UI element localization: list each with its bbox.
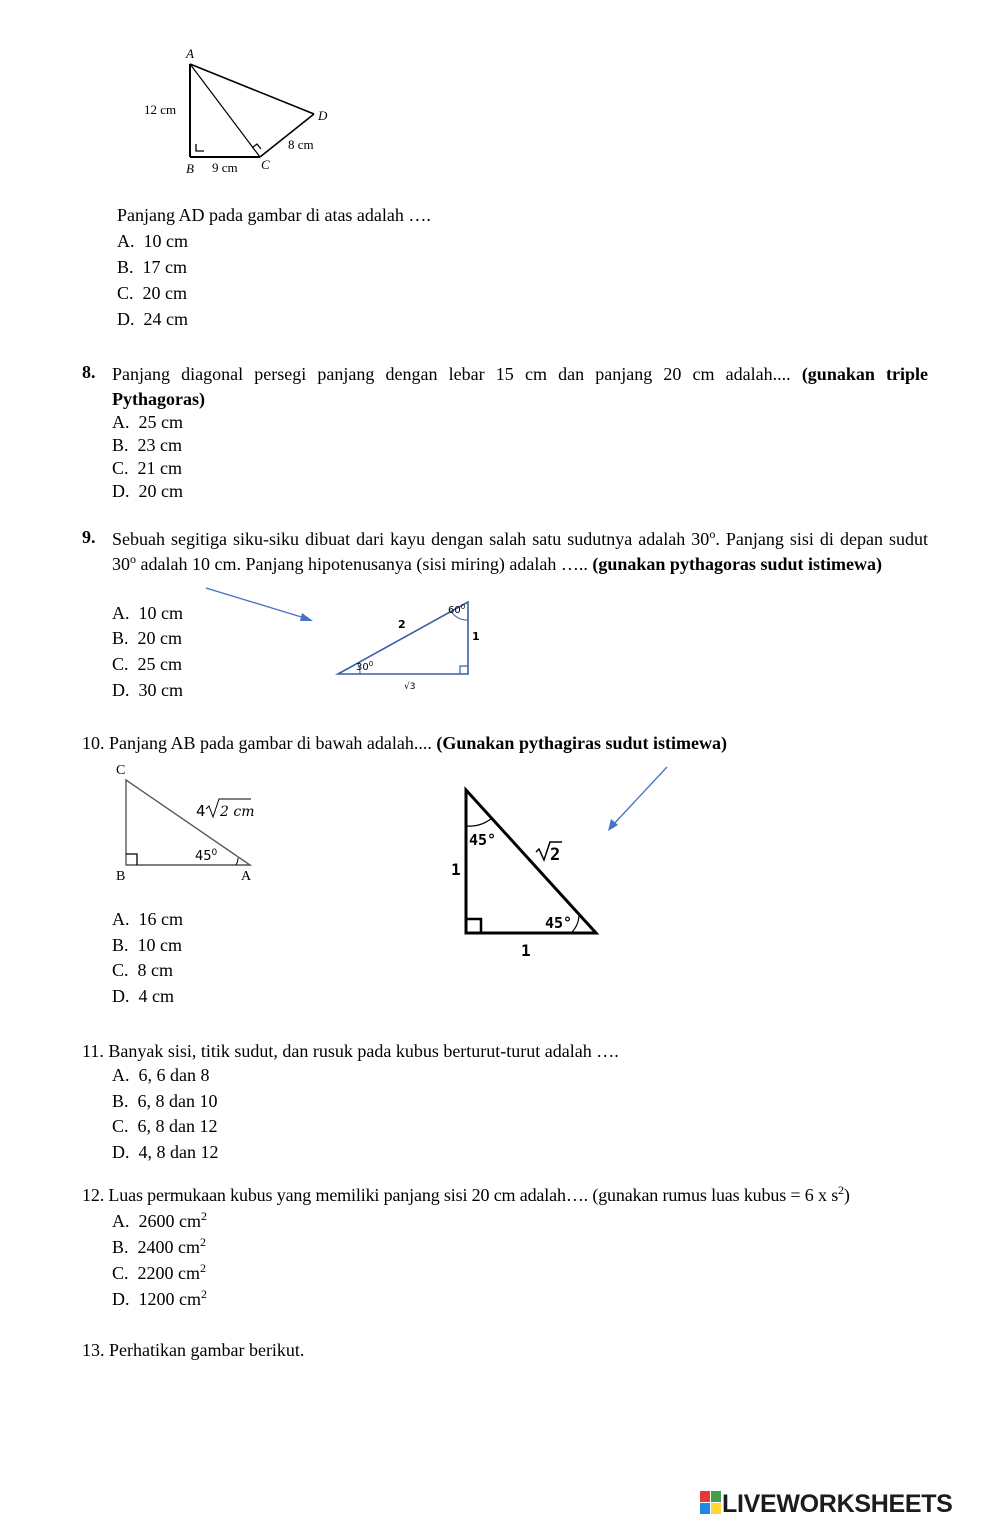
option-letter: C. bbox=[112, 1116, 129, 1136]
option-letter: C. bbox=[112, 960, 129, 980]
option-text: 21 cm bbox=[137, 458, 183, 478]
option-text: 8 cm bbox=[137, 960, 174, 980]
q8-option-a[interactable] bbox=[112, 412, 183, 433]
degree-sup: o bbox=[130, 551, 136, 566]
option-letter: A. bbox=[112, 603, 130, 623]
q9-fig-adj: √3 bbox=[404, 682, 416, 692]
q9-fig-angle60: $60^0$ bbox=[448, 603, 466, 616]
q10-fig2-angle-top: 45° bbox=[469, 831, 497, 849]
option-text: 4, 8 dan 12 bbox=[138, 1142, 219, 1162]
option-text: 23 cm bbox=[137, 435, 183, 455]
q12-text: Luas permukaan kubus yang memiliki panjang sisi 20 cm adalah…. (gunakan rumus luas kubus = 6 x s bbox=[108, 1185, 839, 1205]
q11-question bbox=[82, 1041, 619, 1062]
option-letter: D. bbox=[112, 986, 130, 1006]
liveworksheets-logo[interactable] bbox=[700, 1490, 953, 1519]
q12-option-b[interactable] bbox=[112, 1237, 206, 1258]
option-text: 20 cm bbox=[142, 283, 188, 303]
option-text: 6, 6 dan 8 bbox=[138, 1065, 210, 1085]
q10-question bbox=[82, 733, 727, 754]
option-letter: C. bbox=[117, 283, 134, 303]
q12-question bbox=[82, 1185, 850, 1206]
q10-option-d[interactable] bbox=[112, 986, 174, 1007]
q10-fig-a: A bbox=[241, 869, 252, 884]
q8-text: Panjang diagonal persegi panjang dengan lebar 15 cm dan panjang 20 cm adalah.... bbox=[112, 364, 791, 384]
option-letter: A. bbox=[112, 412, 130, 432]
option-letter: D. bbox=[112, 481, 130, 501]
q8-option-c[interactable] bbox=[112, 458, 182, 479]
option-letter: B. bbox=[112, 628, 129, 648]
q7-question: Panjang AD pada gambar di atas adalah …. bbox=[117, 205, 431, 225]
option-text: 17 cm bbox=[142, 257, 188, 277]
q7-option-c[interactable] bbox=[117, 283, 187, 304]
liveworksheets-logo-icon bbox=[700, 1491, 722, 1515]
q9-fig-angle30: $30^0$ bbox=[356, 660, 374, 673]
option-letter: B. bbox=[112, 435, 129, 455]
option-text: 20 cm bbox=[137, 628, 183, 648]
option-sup: 2 bbox=[201, 1209, 207, 1223]
q9-text-1: Sebuah segitiga siku-siku dibuat dari kayu dengan salah satu sudutnya adalah 30 bbox=[112, 529, 710, 549]
option-text: 1200 bbox=[138, 1289, 175, 1309]
q8-hint: (gunakan triple Pythagoras) bbox=[112, 364, 928, 409]
option-text: 25 cm bbox=[138, 412, 183, 432]
option-unit: cm bbox=[178, 1237, 201, 1257]
option-text: 24 cm bbox=[143, 309, 188, 329]
option-text: 10 cm bbox=[138, 603, 183, 623]
q10-option-c[interactable] bbox=[112, 960, 173, 981]
option-text: 2400 bbox=[137, 1237, 174, 1257]
q12-option-d[interactable] bbox=[112, 1289, 207, 1310]
q9-text-3: adalah 10 cm. Panjang hipotenusanya (sisi miring) adalah ….. bbox=[136, 553, 588, 574]
q10-fig-radicand: 2 cm bbox=[220, 804, 255, 820]
q9-special-triangle bbox=[330, 590, 490, 695]
q7-label-cd: 8 cm bbox=[288, 137, 314, 152]
q10-fig2-left: 1 bbox=[451, 860, 461, 879]
q7-option-b[interactable] bbox=[117, 257, 187, 278]
q9-pointer-arrow bbox=[200, 582, 320, 627]
option-letter: D. bbox=[112, 1142, 130, 1162]
degree-sup: o bbox=[709, 527, 716, 541]
q13-text: Perhatikan gambar berikut. bbox=[109, 1340, 305, 1360]
option-letter: C. bbox=[112, 458, 129, 478]
q9-question bbox=[112, 527, 928, 576]
q10-fig2-bottom: 1 bbox=[521, 941, 531, 960]
q7-label-c: C bbox=[261, 157, 270, 172]
option-sup: 2 bbox=[200, 1261, 207, 1275]
option-letter: A. bbox=[117, 231, 135, 251]
q10-pointer-arrow bbox=[600, 762, 675, 837]
option-text: 2600 bbox=[138, 1211, 175, 1231]
q10-hint: (Gunakan pythagiras sudut istimewa) bbox=[436, 733, 727, 753]
option-letter: D. bbox=[112, 1289, 130, 1309]
q11-option-c[interactable] bbox=[112, 1116, 218, 1137]
q8-number: 8. bbox=[82, 362, 96, 382]
option-unit: cm bbox=[178, 1263, 201, 1283]
q12-sup: 2 bbox=[838, 1183, 844, 1197]
q10-text: Panjang AB pada gambar di bawah adalah.... bbox=[109, 733, 432, 753]
q10-option-b[interactable] bbox=[112, 935, 182, 956]
option-sup: 2 bbox=[201, 1287, 207, 1301]
q11-option-a[interactable] bbox=[112, 1065, 210, 1086]
q8-question bbox=[112, 362, 928, 411]
q9-option-b[interactable] bbox=[112, 628, 182, 649]
option-letter: A. bbox=[112, 1065, 130, 1085]
q10-special-triangle bbox=[445, 778, 605, 963]
q7-option-d[interactable] bbox=[117, 309, 188, 330]
option-letter: B. bbox=[112, 935, 129, 955]
q11-option-d[interactable] bbox=[112, 1142, 219, 1163]
option-text: 30 cm bbox=[138, 680, 183, 700]
q9-text-2: . Panjang sisi di depan sudut 30 bbox=[112, 529, 928, 574]
q12-number: 12. bbox=[82, 1185, 105, 1205]
option-letter: D. bbox=[117, 309, 135, 329]
option-unit: cm bbox=[179, 1211, 201, 1231]
q10-fig2-angle-bottom: 45° bbox=[545, 914, 573, 932]
option-letter: C. bbox=[112, 654, 129, 674]
option-text: 10 cm bbox=[137, 935, 183, 955]
q13-number: 13. bbox=[82, 1340, 105, 1360]
q10-number: 10. bbox=[82, 733, 105, 753]
option-letter: A. bbox=[112, 909, 130, 929]
option-unit: cm bbox=[179, 1289, 201, 1309]
option-text: 25 cm bbox=[137, 654, 183, 674]
q10-fig-c: C bbox=[116, 763, 126, 778]
q12-close: ) bbox=[843, 1185, 850, 1205]
q12-option-a[interactable] bbox=[112, 1211, 207, 1232]
q9-hint: (gunakan pythagoras sudut istimewa) bbox=[592, 553, 882, 574]
q11-option-b[interactable] bbox=[112, 1091, 218, 1112]
q10-fig2-radicand: 2 bbox=[550, 845, 561, 865]
option-letter: B. bbox=[112, 1091, 129, 1111]
q7-label-b: B bbox=[186, 161, 194, 176]
q11-number: 11. bbox=[82, 1041, 104, 1061]
q9-option-c[interactable] bbox=[112, 654, 182, 675]
option-text: 20 cm bbox=[138, 481, 183, 501]
q10-option-a[interactable] bbox=[112, 909, 183, 930]
option-letter: B. bbox=[117, 257, 134, 277]
q7-label-bc: 9 cm bbox=[212, 160, 238, 175]
q8-option-b[interactable] bbox=[112, 435, 182, 456]
q8-option-d[interactable] bbox=[112, 481, 183, 502]
option-text: 6, 8 dan 12 bbox=[137, 1116, 218, 1136]
option-letter: B. bbox=[112, 1237, 129, 1257]
q12-option-c[interactable] bbox=[112, 1263, 206, 1284]
q9-option-d[interactable] bbox=[112, 680, 183, 701]
q7-label-a: A bbox=[186, 46, 194, 61]
q7-label-d: D bbox=[318, 108, 328, 123]
option-text: 4 cm bbox=[138, 986, 174, 1006]
option-text: 6, 8 dan 10 bbox=[137, 1091, 218, 1111]
q10-fig-b: B bbox=[116, 869, 126, 884]
option-letter: D. bbox=[112, 680, 130, 700]
q7-label-ab: 12 cm bbox=[144, 102, 177, 117]
option-text: 2200 bbox=[137, 1263, 174, 1283]
liveworksheets-logo-text: LIVEWORKSHEETS bbox=[722, 1490, 953, 1518]
q10-fig-four: 4 bbox=[196, 802, 206, 820]
q10-fig-angle: $45^0$ bbox=[195, 848, 218, 864]
option-letter: A. bbox=[112, 1211, 130, 1231]
option-text: 10 cm bbox=[143, 231, 188, 251]
option-text: 16 cm bbox=[138, 909, 183, 929]
option-letter: C. bbox=[112, 1263, 129, 1283]
q7-quadrilateral-figure bbox=[130, 40, 350, 185]
q9-fig-opp: 1 bbox=[472, 630, 480, 643]
q9-fig-hyp: 2 bbox=[398, 618, 406, 631]
q7-option-a[interactable] bbox=[117, 231, 188, 252]
q9-option-a[interactable] bbox=[112, 603, 183, 624]
option-sup: 2 bbox=[200, 1235, 207, 1249]
q11-text: Banyak sisi, titik sudut, dan rusuk pada kubus berturut-turut adalah …. bbox=[108, 1041, 619, 1061]
q13-question bbox=[82, 1340, 304, 1361]
q10-triangle-abc bbox=[110, 758, 270, 888]
q9-number: 9. bbox=[82, 527, 96, 547]
